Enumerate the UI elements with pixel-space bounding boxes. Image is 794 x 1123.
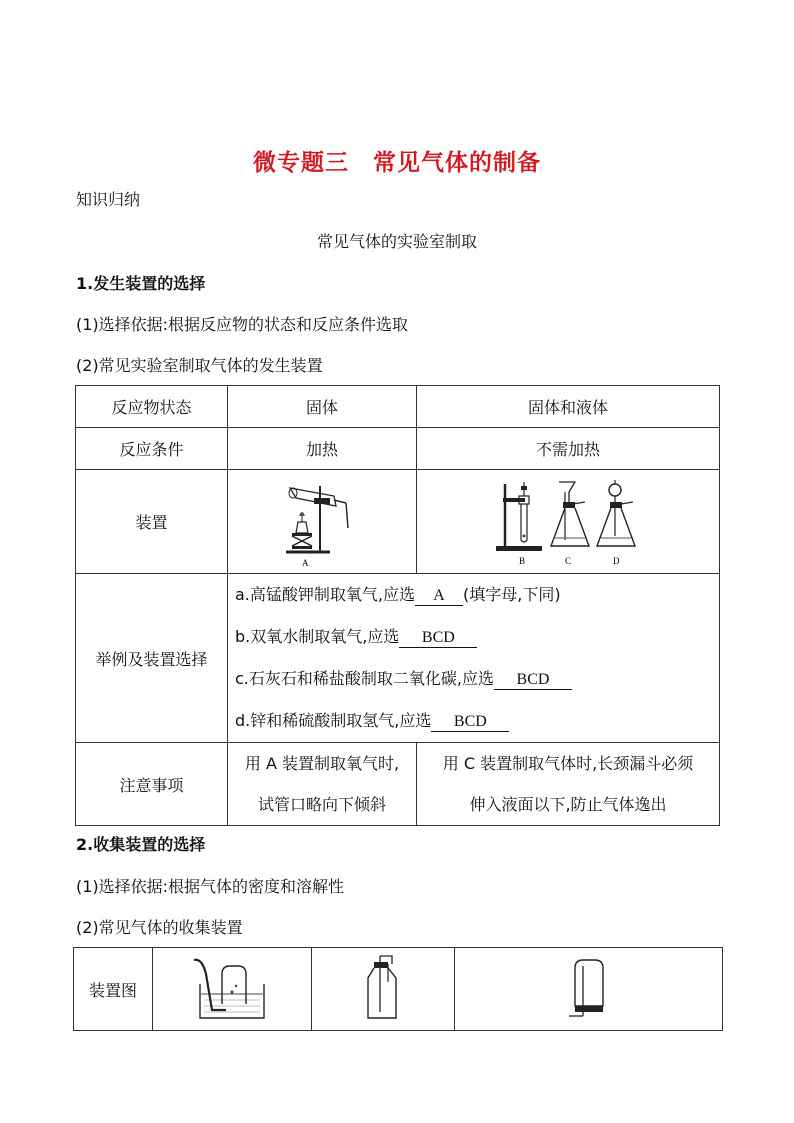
row-label-condition: 反应条件 (76, 428, 228, 470)
subtitle: 常见气体的实验室制取 (316, 232, 477, 251)
state-solid: 固体 (228, 386, 417, 428)
table-row (74, 948, 723, 1031)
table-row (76, 428, 720, 470)
answer-blank: BCD (431, 713, 509, 732)
section-label: 知识归纳 (76, 190, 141, 209)
upward-air-displacement-illustration (358, 954, 408, 1024)
condition-heat: 加热 (228, 428, 417, 470)
downward-air-cell (455, 948, 723, 1031)
non-heating-apparatus-illustration (493, 476, 643, 568)
row-label-notes: 注意事项 (76, 743, 228, 826)
apparatus-bcd-cell (417, 470, 720, 574)
page-title: 微专题三 常见气体的制备 (253, 150, 541, 176)
table-row (76, 574, 720, 743)
downward-air-displacement-illustration (559, 954, 619, 1024)
generation-apparatus-table (75, 385, 720, 826)
water-displacement-cell (153, 948, 312, 1031)
table-row (76, 386, 720, 428)
answer-blank: A (415, 587, 463, 606)
example-item: b.双氧水制取氧气,应选 BCD (228, 616, 719, 658)
apparatus-a-cell (228, 470, 417, 574)
part1-heading: 1.发生装置的选择 (76, 274, 206, 293)
table-row (76, 470, 720, 574)
condition-no-heat: 不需加热 (417, 428, 720, 470)
examples-cell (228, 574, 720, 743)
note-solid: 用 A 装置制取氧气时, 试管口略向下倾斜 (228, 743, 417, 826)
apparatus-label-c: C (565, 555, 572, 566)
row-label-state: 反应物状态 (76, 386, 228, 428)
part1-table-caption: (2)常见实验室制取气体的发生装置 (76, 356, 323, 375)
example-item: c.石灰石和稀盐酸制取二氧化碳,应选 BCD (228, 658, 719, 700)
part2-heading: 2.收集装置的选择 (76, 835, 206, 854)
heating-apparatus-illustration (282, 476, 362, 568)
row-label-diagram: 装置图 (74, 948, 153, 1031)
part2-basis: (1)选择依据:根据气体的密度和溶解性 (76, 877, 345, 896)
row-label-apparatus: 装置 (76, 470, 228, 574)
answer-blank: BCD (494, 671, 572, 690)
collection-apparatus-table (73, 947, 723, 1031)
row-label-examples: 举例及装置选择 (76, 574, 228, 743)
upward-air-cell (312, 948, 455, 1031)
state-solid-liquid: 固体和液体 (417, 386, 720, 428)
apparatus-label-a: A (302, 557, 309, 568)
answer-blank: BCD (399, 629, 477, 648)
apparatus-label-d: D (613, 555, 620, 566)
example-item: a.高锰酸钾制取氧气,应选 A (填字母,下同) (235, 585, 561, 604)
part2-table-caption: (2)常见气体的收集装置 (76, 918, 243, 937)
apparatus-label-b: B (519, 555, 526, 566)
example-item: d.锌和稀硫酸制取氢气,应选 BCD (228, 700, 719, 742)
part1-basis: (1)选择依据:根据反应物的状态和反应条件选取 (76, 315, 409, 334)
table-row (76, 743, 720, 826)
water-displacement-illustration (192, 954, 272, 1024)
note-solid-liquid: 用 C 装置制取气体时,长颈漏斗必须 伸入液面以下,防止气体逸出 (417, 743, 720, 826)
